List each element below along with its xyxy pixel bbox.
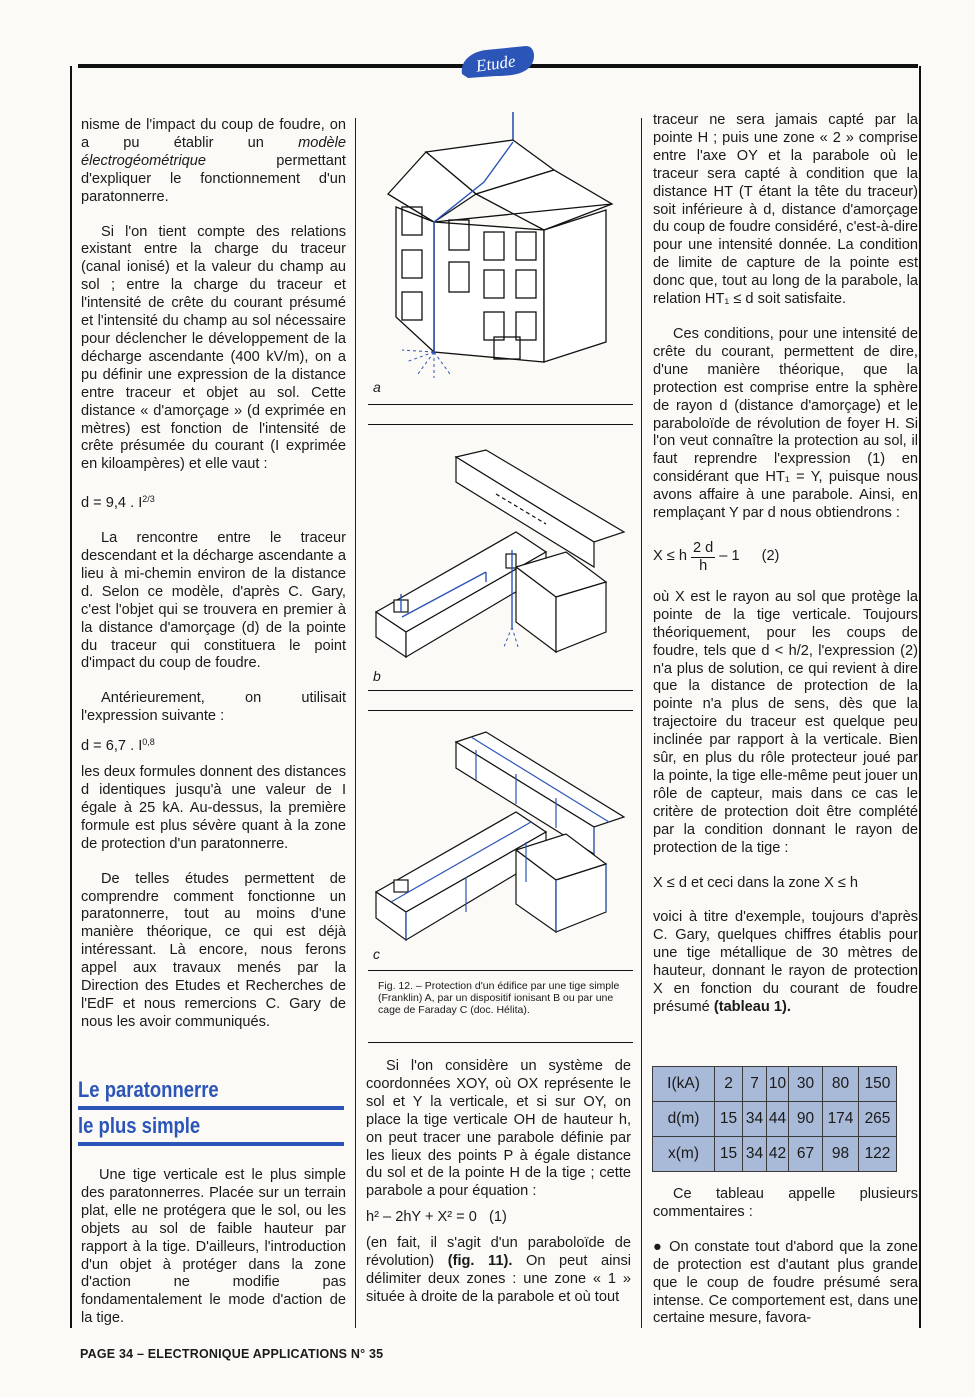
section-body	[81, 1167, 346, 1328]
col1-p1-text: nisme de l'impact du coup de foudre, on a pu établir un	[81, 117, 346, 151]
col3-paragraph-6: Ce tableau appelle plusieurs commentaires :	[653, 1186, 918, 1220]
table-row	[653, 1102, 897, 1137]
parabola-equation: h² – 2hY + X² = 0 (1)	[366, 1209, 507, 1226]
table-row	[653, 1137, 897, 1172]
badge-label: Etude	[474, 51, 517, 76]
column-rule-2	[641, 118, 642, 1328]
table-cell: 150	[859, 1067, 897, 1102]
figure-label-b: b	[373, 668, 381, 684]
figure-caption: Fig. 12. – Protection d'un édifice par une tige simple (Franklin) A, par un dispositif ionisant B ou par une cage de Faraday C (doc. Hélita).	[378, 980, 620, 1016]
table-cell: 174	[823, 1102, 859, 1137]
col2-paragraph-1: Si l'on considère un système de coordonnées XOY, où OX représente le sol et Y la verticale, et si sur OY, on place la tige verticale OH de hauteur h, on peut tracer une parabole définie par les lieux des points P à égale distance du sol et de la pointe H de la tige ; cette parabole a pour équation :	[366, 1058, 631, 1200]
table-cell: 42	[767, 1137, 789, 1172]
figure-rule-a	[368, 404, 633, 405]
figure-rule-b	[368, 690, 633, 691]
table-cell: 44	[767, 1102, 789, 1137]
section-title-line-2: le plus simple	[78, 1113, 201, 1138]
figure-rule-a2	[368, 424, 633, 425]
table-1	[652, 1066, 897, 1172]
col1-paragraph-1	[81, 117, 346, 207]
protection-radius-equation: X ≤ h $\frac{2 d}{h}$ – 1 (2)	[653, 539, 780, 574]
table-cell: 2	[715, 1067, 743, 1102]
column-2	[366, 1058, 631, 1324]
col3-paragraph-2: Ces conditions, pour une intensité de crête du courant, permettent de dire, d'une manière théorique, que la protection est comprise entre la sphère de rayon d (distance d'amorçage) et le paraboloïde de révolution de foyer H. Si l'on veut connaître la protection au sol, il faut reprendre l'expression (1) en considérant que HT₁ = Y, puisque nous avons affaire à une parabole. Ainsi, en remplaçant Y par d nous obtiendrons :	[653, 325, 918, 522]
col1-paragraph-6: De telles études permettent de comprendre comment fonctionne un paratonnerre, tout au moins d'une manière théorique, ce qui est déjà intéressant. Là encore, nous ferons appel aux travaux menés par la Direction des Etudes et Recherches de l'EdF et nous remercions C. Gary de nous les avoir communiqués.	[81, 870, 346, 1030]
figure-label-c: c	[373, 946, 380, 962]
col1-p1-emphasis: modèle électrogéométrique	[81, 134, 346, 169]
col3-paragraph-3: où X est le rayon au sol que protège la pointe de la tige verticale. Toujours théoriquement, pour les coups de foudre, tels que d < h/2, l'expression (2) n'a plus de solution, ce qui revient à dire que la distance de protection de la pointe n'a plus de sens, dès que la trajectoire du traceur est quelque peu inclinée par rapport à la verticale. Bien sûr, en plus du rôle protecteur joué par la pointe, la tige elle-même peut jouer un rôle de capteur, mais dans ce cas le critère de protection doit être complété par la condition donnant le rayon de protection de la tige :	[653, 588, 918, 856]
col1-p1-text-end: permettant d'expliquer le fonctionnement d'un paratonnerre.	[81, 152, 346, 205]
table-cell: 15	[715, 1102, 743, 1137]
col2-paragraph-2: (en fait, il s'agit d'un paraboloïde de révolution) (fig. 11). On peut ainsi délimiter deux zones : une zone « 1 » située à droite de la parabole et où tout	[366, 1235, 631, 1305]
col3-paragraph-7: ● On constate tout d'abord que la zone de protection est d'autant plus grande que le coup de foudre présumé sera intense. Ce comportement est, dans une certaine mesure, favora-	[653, 1238, 918, 1327]
etude-badge	[456, 44, 538, 82]
house-franklin-drawing	[388, 112, 612, 378]
table-row	[653, 1067, 897, 1102]
table-cell: 80	[823, 1067, 859, 1102]
col3-paragraph-4: X ≤ d et ceci dans la zone X ≤ h	[653, 874, 859, 891]
table-cell: 10	[767, 1067, 789, 1102]
figure-rule-caption	[368, 1042, 633, 1043]
column-rule-1	[355, 118, 356, 1328]
column-1	[81, 117, 346, 1049]
table-cell: 34	[743, 1137, 767, 1172]
right-margin-rule	[919, 66, 921, 1328]
table-row-header: I(kA)	[653, 1067, 715, 1102]
col1-paragraph-3: La rencontre entre le traceur descendant et la décharge ascendante a lieu à mi-chemin environ de la distance d. Selon ce modèle, d'après C. Gary, c'est l'objet qui se trouvera en premier à la distance d'amorçage (d) de la pointe du traceur qui constituera le point d'impact du coup de foudre.	[81, 530, 346, 672]
section-heading	[78, 1076, 344, 1148]
col1-paragraph-5: les deux formules donnent des distances d identiques jusqu'à une valeur de I égale à 25 kA. Au-dessus, la première formule est plus sévère quant à la zone de protection d'un paratonnerre.	[81, 764, 346, 852]
section-title-underline	[78, 1142, 344, 1146]
figure-illustration	[366, 112, 634, 972]
table-cell: 122	[859, 1137, 897, 1172]
table-cell: 90	[789, 1102, 823, 1137]
table-cell: 30	[789, 1067, 823, 1102]
left-margin-rule	[70, 66, 72, 1328]
page-footer: PAGE 34 – ELECTRONIQUE APPLICATIONS N° 35	[80, 1347, 384, 1361]
farm-building-ionising-drawing	[376, 450, 624, 657]
formula-distance-2: d = 6,7 . I$^{0,8}$	[81, 737, 155, 755]
table-cell: 265	[859, 1102, 897, 1137]
figure-label-a: a	[373, 379, 381, 395]
figure-12	[366, 112, 634, 972]
table-cell: 67	[789, 1137, 823, 1172]
figure-rule-c	[368, 970, 633, 971]
col3-paragraph-5: voici à titre d'exemple, toujours d'après C. Gary, quelques chiffres établis pour une tige métallique de 30 mètres de hauteur, donnant le rayon de protection X en fonction du courant de foudre présumé (tableau 1).	[653, 909, 918, 1015]
table-cell: 34	[743, 1102, 767, 1137]
table-row-header: d(m)	[653, 1102, 715, 1137]
figure-rule-b2	[368, 710, 633, 711]
col3-paragraph-1: traceur ne sera jamais capté par la pointe H ; puis une zone « 2 » comprise entre l'axe OY et la parabole où le traceur sera capté à condition que la distance HT (T étant la tête du traceur) soit inférieure à d, distance d'amorçage du coup de foudre considéré, c'est-à-dire pour une intensité donnée. La condition de limite de capture de la pointe est donc que, tout au long de la parabole, la relation HT₁ ≤ d soit satisfaite.	[653, 112, 918, 308]
column-3-after-table	[653, 1186, 918, 1345]
section-title-bar	[78, 1106, 344, 1110]
table-cell: 98	[823, 1137, 859, 1172]
table1-reference: (tableau 1).	[713, 998, 791, 1015]
table-row-header: x(m)	[653, 1137, 715, 1172]
section-title-line-1: Le paratonnerre	[78, 1077, 219, 1102]
section-paragraph: Une tige verticale est le plus simple des paratonnerres. Placée sur un terrain plat, elle ne protégera que le sol, ou les objets au sol de faible hauteur par rapport à la tige. D'ailleurs, l'introduction d'un objet à protéger dans la zone d'action ne modifie pas fondamentalement le mode d'action de la tige.	[81, 1167, 346, 1327]
col1-paragraph-2: Si l'on tient compte des relations existant entre la charge du traceur (canal ionisé) et la valeur du champ au sol ; entre la charge du traceur et l'intensité de crête du courant présumé et l'intensité du champ au sol nécessaire pour déclencher le développement de la décharge ascendante (400 kV/m), on a pu définir une expression de la distance entre traceur et objet au sol. Cette distance « d'amorçage » (d exprimée en mètres) est fonction de l'intensité de crête présumée du courant (I exprimée en kiloampères) et elle vaut :	[81, 223, 346, 473]
table-cell: 15	[715, 1137, 743, 1172]
equation-fraction: $\frac{2 d}{h}$	[692, 539, 714, 574]
formula-distance-1: d = 9,4 . $I^{2/3}$	[81, 494, 155, 512]
table-cell: 7	[743, 1067, 767, 1102]
col1-paragraph-4: Antérieurement, on utilisait l'expression suivante :	[81, 690, 346, 725]
fig11-reference: (fig. 11).	[447, 1253, 513, 1270]
farm-building-faraday-drawing	[376, 732, 624, 940]
column-3	[653, 112, 918, 1034]
